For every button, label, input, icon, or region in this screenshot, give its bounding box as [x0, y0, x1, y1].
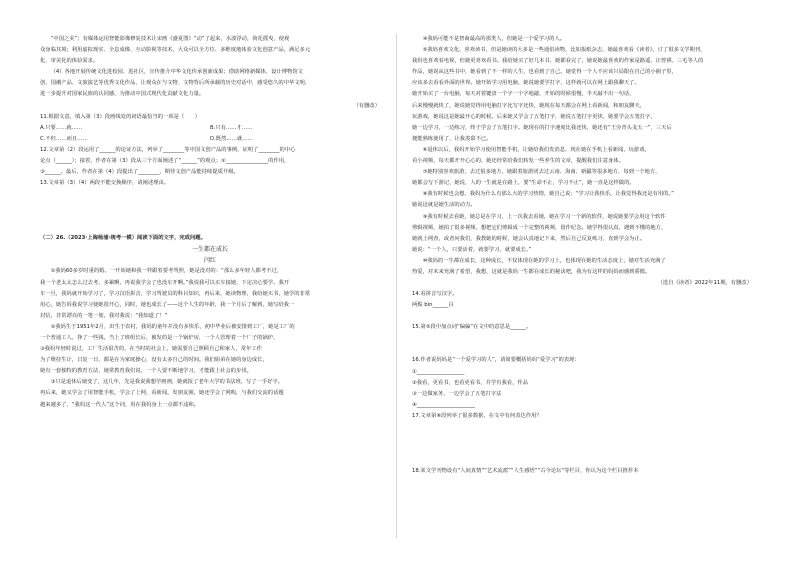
question-15: 15.第⑤段中加点词“偏偏”在文中的意思是______。 — [412, 324, 532, 331]
text-line: 她说：“一个人，只要活着，就要学习，就要成长。” — [412, 246, 532, 253]
question-18: 18.某文学刊物设有“人间真情”“艺术流派”“人生感悟”“古今论坛”等栏目，你认为这个栏目推荐本 — [412, 468, 639, 474]
source-note: （有删改） — [353, 102, 380, 109]
answer-space[interactable] — [412, 422, 752, 455]
text-line: 为了维持生计，日复一日，都是在为家庭操心，没有太多自己的时间。我们姐弟在她的身边成长， — [40, 357, 268, 364]
text-line: ①我妈60多岁时重的婚。一开始她和我一样跟着要考驾照，她是没对的：“那么多年轻人都考不过， — [50, 268, 283, 275]
text-line: ⑦她特别喜欢旅游，去过很多地方，她跟着旅游团去过云南、海南、新疆等很多地方，每到一个地方， — [422, 169, 661, 176]
answer-space[interactable] — [40, 189, 380, 222]
text-line: ④我妈可能不是智商最高的那类人，但她是一个爱学习的人。 — [422, 36, 566, 42]
text-line: 应该多去看看外面的世界。她开始学习用电脑，她说她要学打字，这样就可以在网上跟我聊天了。 — [412, 80, 640, 87]
text-line: 众身临其境；利用虚拟现实、全息成像、互动影视等技术，大众可以全方位、多维度地体验文化创意产品，满足多元 — [40, 47, 311, 54]
answer-space[interactable] — [412, 333, 752, 355]
question-11-options-2 — [40, 134, 380, 145]
option-a[interactable]: A.只要……就…… — [40, 124, 83, 131]
text-line: 再后来，她又学会了用智能手机，学会了上网，看新闻，发朋友圈，她还学会了网购，与我们交流的话题 — [40, 390, 284, 397]
right-column — [412, 34, 752, 538]
text-line: 她说这就是她生活的动力。 — [412, 202, 476, 209]
question-14: 14.看拼音写汉字。 — [412, 291, 458, 298]
text-line: ③只是退休后她变了，这几年，先是我说我想学画画，她就报了老年大学的书法班，写了一手好字。 — [50, 379, 284, 386]
question-11-options — [40, 123, 380, 134]
question-12-line: 12.文章第（2）段运用了______的论证方法，列举了________等中国文创产品的事例，证明了________的中心 — [40, 146, 296, 153]
text-line: 车一旦，我妈就开始学习了，学习汉语拼音，学习驾驶员的科目知识，再后来，她读物理，我给她买书，她学的非常 — [40, 290, 311, 297]
text-line: 越来越多了，“我妈这一代人”这个词，用在我妈身上一点都不违和。 — [40, 401, 200, 408]
question-13: 13.文章第（3）（4）两段不能交换顺序，请阐述理由。 — [40, 180, 170, 187]
text-line: 创、国潮产品、文旅演艺等优秀文化作品，让观众在与文物、文物背后所承载的历史对话中，感受悠久的中华文明， — [40, 80, 311, 87]
text-line: ②我妈生于1951年2月，出生于农村，我妈的童年并没有多快乐，初中毕业后被安排到工厂，她是工厂的 — [50, 323, 295, 330]
text-line: 便能熟练使用了，让我羡慕不已。 — [412, 135, 492, 142]
text-line: 我妈也喜欢看电视，但她更喜欢看书。我给她买了好几本书，她都看完了，她说她最喜欢的作家是路遥、汪曾祺、三毛等人的 — [412, 58, 704, 65]
option-d[interactable]: D.既然……就…… — [210, 135, 253, 142]
question-16-item[interactable]: ④______________________ — [412, 401, 476, 408]
question-12-line: ③______。最后，作者在第（4）段提出了________，期待文创产品能持续提质升级。 — [40, 169, 239, 176]
text-line: 玩游戏，她说这是她最开心的时候。后来她又学会了五笔打字，她说五笔打字更快，她要学会五笔打字， — [412, 113, 656, 120]
text-line: （4）各地开展传统文化进校园、进社区，宣传推介中华文化传承创新成果；借助网络新媒体，设计博物馆文 — [50, 69, 303, 76]
text-line: ⑩我妈的一生都在成长，这种成长，不仅体现在她的学习上，也体现在她的生活态度上，她对生活充满了 — [422, 257, 666, 264]
text-line: 我一个老太太怎么过去考，多累啊，再说我学会了也没车开啊。”我说我可以买车接她，下定决心要学。我开 — [40, 279, 290, 286]
question-16: 16.作者说妈妈是“一个爱学习的人”，请简要概括妈妈“爱学习”的表现： — [412, 357, 580, 364]
question-14-answer[interactable]: 两鬓 bìn______白 — [412, 302, 454, 309]
text-line: ③我妈年轻时说过，工厂生活很苦的，在当时的社会上，她需要自己照顾自己和家人，常年工作 — [40, 346, 262, 353]
text-line: 看小视频，每天都开开心心的，她还经常给我们转发一些养生的文章，提醒我们注意身体。 — [412, 158, 624, 165]
text-line: ⑤我妈喜欢文化，喜欢读书，但是她读的大多是一些通俗读物，比如报纸杂志，她最喜欢看《读者》，订了很多文学期刊， — [422, 47, 706, 54]
text-line: 用心，她告诉我说学习使她很开心，同时，她也成长了——这个人生的年龄，我一个月后了解到，她写给我一 — [40, 301, 295, 308]
spacer — [412, 455, 752, 466]
column-divider — [396, 34, 397, 538]
text-line: 她都会写下游记，她说，人的一生就是在路上，要“生命不止，学习不止”，她一直是这样做的。 — [412, 180, 635, 187]
text-line: 化、审美化的体验需求。 — [40, 58, 99, 65]
text-line: ⑨我有时候去看她，她总是在学习，上一次我去看她，她在学习一个新的软件，她说她要学会用这个软件 — [422, 213, 666, 220]
section-heading: （二）26.（2023·上海杨浦·统考一模）阅读下面的文字，完成问题。 — [40, 235, 206, 242]
text-line: ⑧我有时候也会想，我妈为什么有那么大的学习热情，她自己说：“学习让我快乐，让我觉得我还是有用的。” — [422, 191, 674, 198]
question-12-line: 论点（______）；接着，作者在第（3）段从三个方面阐述了“______”的观点；②________________的作用， — [40, 158, 290, 165]
text-line: 她一边学习，一边练习，终于学会了五笔打字。她现在的打字速度比我还快，她还有“王旁青头戋五一”，三天后 — [412, 124, 672, 131]
text-line: 进一步提升对国家民族的认同感，为推动中国式现代化贡献文化力量。 — [40, 91, 205, 98]
spacer — [412, 311, 752, 322]
spacer — [40, 222, 380, 233]
text-line: ⑥退休以后，我妈开始学习使用智能手机，让她给我们发消息，现在她在手机上看新闻，玩游戏， — [422, 146, 650, 153]
option-b[interactable]: B.只有……才…… — [210, 124, 253, 131]
article-title: 一生都在成长 — [191, 246, 228, 254]
left-column — [40, 34, 380, 538]
text-line: 封信，非常漂亮的一笔一划，我对我说：“我知道了！” — [40, 312, 168, 319]
text-line: 后来慢慢就快了，她说她觉得用电脑打字比写字还快，她现在每天都会在网上看新闻，和朋友聊天， — [412, 102, 646, 109]
text-line: 她就上网查，或者问我们，我教她的时候，她会认真地记下来，然后自己反复练习，直到学会为止。 — [412, 235, 646, 242]
text-line: 剪辑视频，她拍了很多视频，想把它们剪辑成一个完整的视频，留作纪念。她学得很认真，遇到不懂的地方， — [412, 224, 667, 231]
article-author: 闫红 — [203, 257, 216, 265]
question-16-item[interactable]: ①__________________ — [412, 368, 465, 375]
question-17: 17.文章第⑥段列举了很多数据，在文中有何表达作用？ — [412, 412, 542, 419]
question-16-item: ②我看，更看书，也看更看书，并学有我看，作品 — [412, 379, 528, 386]
text-line: 她开始买了一台电脑，每天对着键盘一个字一个字地敲，开始的时候很慢，半天敲不出一句话， — [412, 91, 635, 98]
text-line: 她有一套独特的教育方法，她常教育我们说，一个人要不断地学习，才能跟上社会的步伐。 — [40, 368, 252, 375]
option-c[interactable]: C.不但……而且…… — [40, 135, 88, 142]
text-line: 热爱，对未来充满了希望，我想，这就是我妈一生都在成长的秘诀吧，我为有这样的妈妈而感到骄傲。 — [412, 268, 651, 275]
question-16-item: ③一边做家务，一边学会了五笔打字法 — [412, 390, 502, 397]
text-line: “中国之美”；有媒体运用智能影像修复技术让宋画《盛夏图》“动”了起来，水波浮动，荷花摇曳，使观 — [50, 36, 290, 42]
text-line: 一个普通工人，挣了一些钱，当上了班组长后，被发的是一个锅炉房，一个人管理着一个厂子的锅炉， — [40, 334, 279, 341]
text-line: 作品，她说从这些书中，她看到了不一样的人生，也看到了自己。她觉得一个人不应该只局限在自己的小圈子里， — [412, 69, 677, 76]
question-11: 11.根据文意，填入第（3）段画线处的词语最恰当的一项是（ ） — [40, 113, 201, 120]
source-note: （选自《读者》2022年11期，有删改） — [657, 280, 752, 287]
